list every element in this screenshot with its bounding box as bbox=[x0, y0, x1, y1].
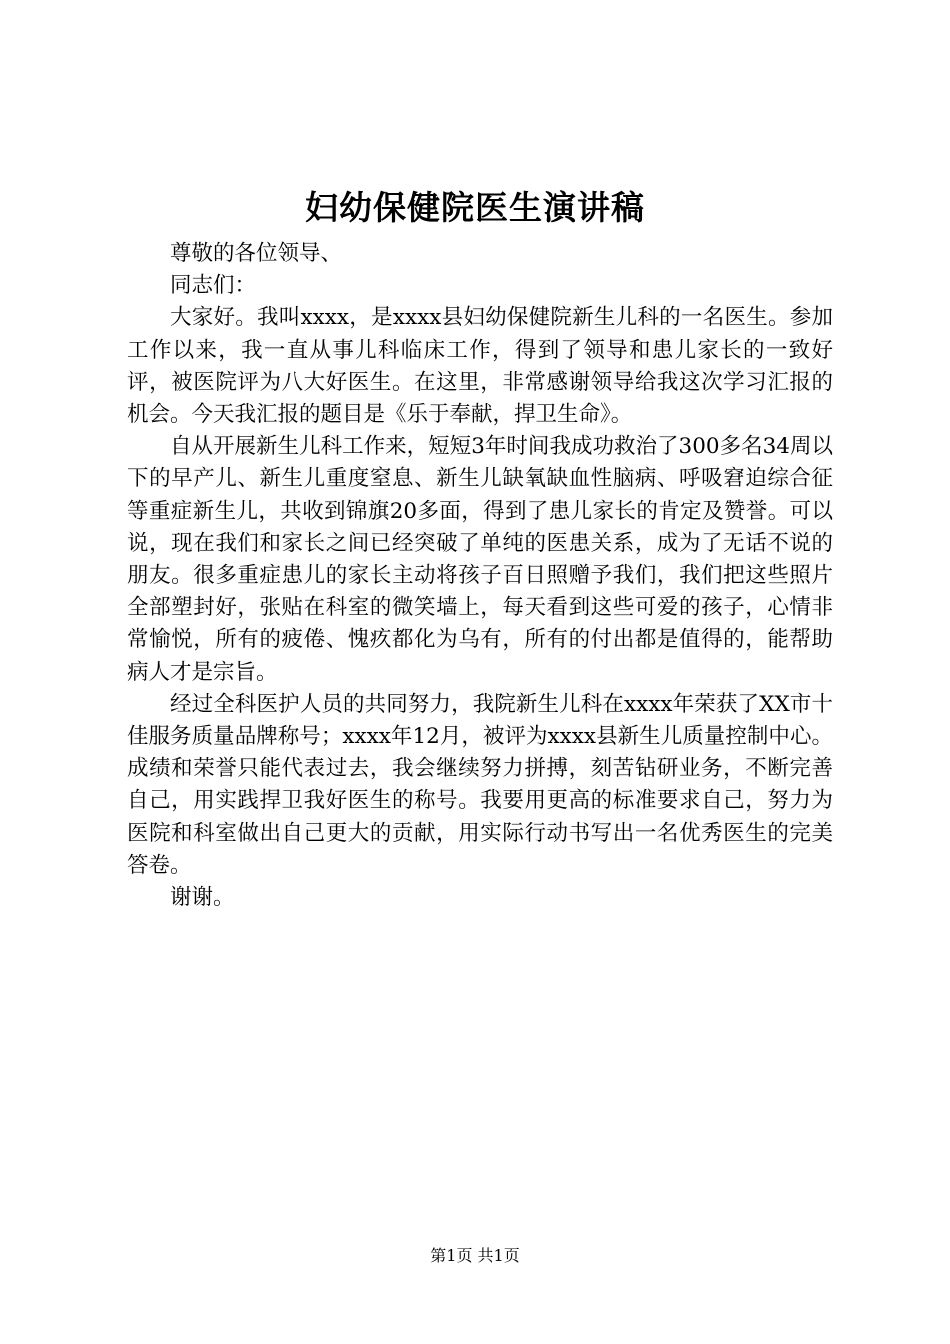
page-footer: 第1页 共1页 bbox=[430, 1246, 520, 1265]
paragraph-intro: 大家好。我叫xxxx，是xxxx县妇幼保健院新生儿科的一名医生。参加工作以来，我一直从事儿科临床工作，得到了领导和患儿家长的一致好评，被医院评为八大好医生。在这里，非常感谢领导给我这次学习汇报的机会。今天我汇报的题目是《乐于奉献，捍卫生命》。 bbox=[127, 305, 833, 428]
salutation-line-2: 同志们： bbox=[170, 273, 257, 299]
salutation-line-1: 尊敬的各位领导、 bbox=[170, 241, 343, 266]
closing-line: 谢谢。 bbox=[170, 885, 235, 911]
paragraph-achievements: 自从开展新生儿科工作来，短短3年时间我成功救治了300多名34周以下的早产儿、新生儿重度窒息、新生儿缺氧缺血性脑病、呼吸窘迫综合征等重症新生儿，共收到锦旗20多面，得到了患儿家长的肯定及赞誉。可以说，现在我们和家长之间已经突破了单纯的医患关系，成为了无话不说的朋友。很多重症患儿的家长主动将孩子百日照赠予我们，我们把这些照片全部塑封好，张贴在科室的微笑墙上，每天看到这些可爱的孩子，心情非常愉悦，所有的疲倦、愧疚都化为乌有，所有的付出都是值得的，能帮助病人才是宗旨。 bbox=[127, 434, 833, 685]
paragraph-honors: 经过全科医护人员的共同努力，我院新生儿科在xxxx年荣获了XX市十佳服务质量品牌称号；xxxx年12月，被评为xxxx县新生儿质量控制中心。成绩和荣誉只能代表过去，我会继续努力拼搏，刻苦钻研业务，不断完善自己，用实践捍卫我好医生的称号。我要用更高的标准要求自己，努力为医院和科室做出自己更大的贡献，用实际行动书写出一名优秀医生的完美答卷。 bbox=[127, 691, 833, 878]
document-body bbox=[127, 238, 833, 914]
document-title: 妇幼保健院医生演讲稿 bbox=[305, 188, 645, 227]
